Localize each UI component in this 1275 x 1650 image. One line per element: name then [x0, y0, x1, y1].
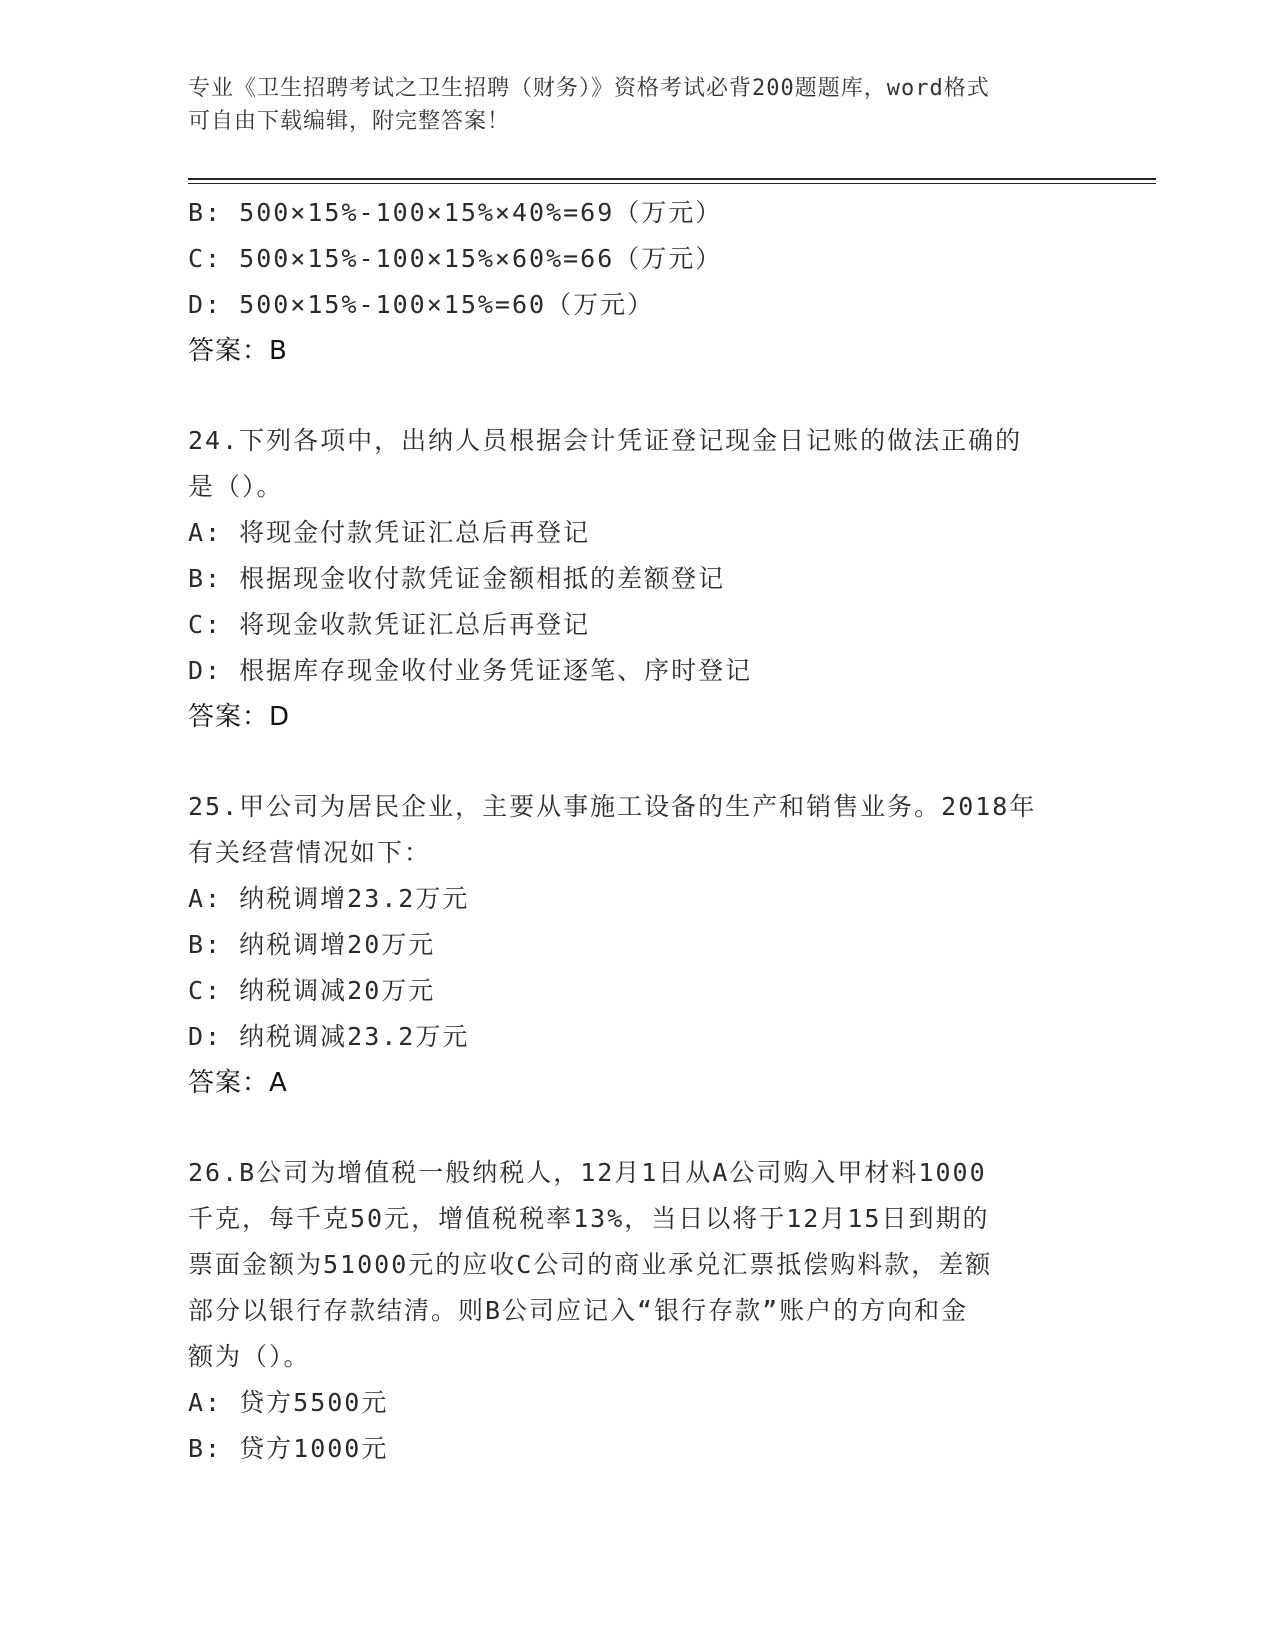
option-c: C: 将现金收款凭证汇总后再登记 — [188, 610, 591, 639]
question-list — [188, 190, 1088, 1472]
option-d: D: 纳税调减23.2万元 — [188, 1022, 470, 1051]
answer-label: 答案：A — [188, 1068, 288, 1098]
question-26 — [188, 1150, 1088, 1472]
option-b: B: 纳税调增20万元 — [188, 930, 436, 959]
option-a: A: 将现金付款凭证汇总后再登记 — [188, 518, 591, 547]
question-stem: 部分以银行存款结清。则B公司应记入“银行存款”账户的方向和金 — [188, 1296, 969, 1325]
answer-label: 答案：D — [188, 702, 291, 732]
question-24 — [188, 418, 1088, 740]
header-line-2: 可自由下载编辑，附完整答案！ — [188, 109, 511, 134]
answer-label: 答案：B — [188, 336, 288, 366]
question-stem: 千克，每千克50元，增值税税率13%，当日以将于12月15日到期的 — [188, 1204, 990, 1233]
document-header — [188, 72, 1088, 138]
question-stem: 票面金额为51000元的应收C公司的商业承兑汇票抵偿购料款，差额 — [188, 1250, 993, 1279]
question-stem: 26.B公司为增值税一般纳税人，12月1日从A公司购入甲材料1000 — [188, 1158, 987, 1187]
header-line-1: 专业《卫生招聘考试之卫生招聘（财务）》资格考试必背200题题库，word格式 — [188, 76, 990, 101]
option-a: A: 贷方5500元 — [188, 1388, 389, 1417]
question-stem: 24.下列各项中，出纳人员根据会计凭证登记现金日记账的做法正确的 — [188, 426, 1023, 455]
option-b: B: 500×15%-100×15%×40%=69（万元） — [188, 198, 723, 227]
option-c: C: 500×15%-100×15%×60%=66（万元） — [188, 244, 723, 273]
option-b: B: 贷方1000元 — [188, 1434, 389, 1463]
option-c: C: 纳税调减20万元 — [188, 976, 436, 1005]
option-a: A: 纳税调增23.2万元 — [188, 884, 470, 913]
option-d: D: 根据库存现金收付业务凭证逐笔、序时登记 — [188, 656, 753, 685]
option-b: B: 根据现金收付款凭证金额相抵的差额登记 — [188, 564, 726, 593]
question-stem: 额为（）。 — [188, 1342, 311, 1371]
option-d: D: 500×15%-100×15%=60（万元） — [188, 290, 655, 319]
question-23 — [188, 190, 1088, 374]
question-stem: 是（）。 — [188, 472, 284, 501]
question-stem: 有关经营情况如下： — [188, 838, 432, 867]
question-stem: 25.甲公司为居民企业，主要从事施工设备的生产和销售业务。2018年 — [188, 792, 1037, 821]
header-divider — [188, 178, 1156, 184]
question-25 — [188, 784, 1088, 1106]
